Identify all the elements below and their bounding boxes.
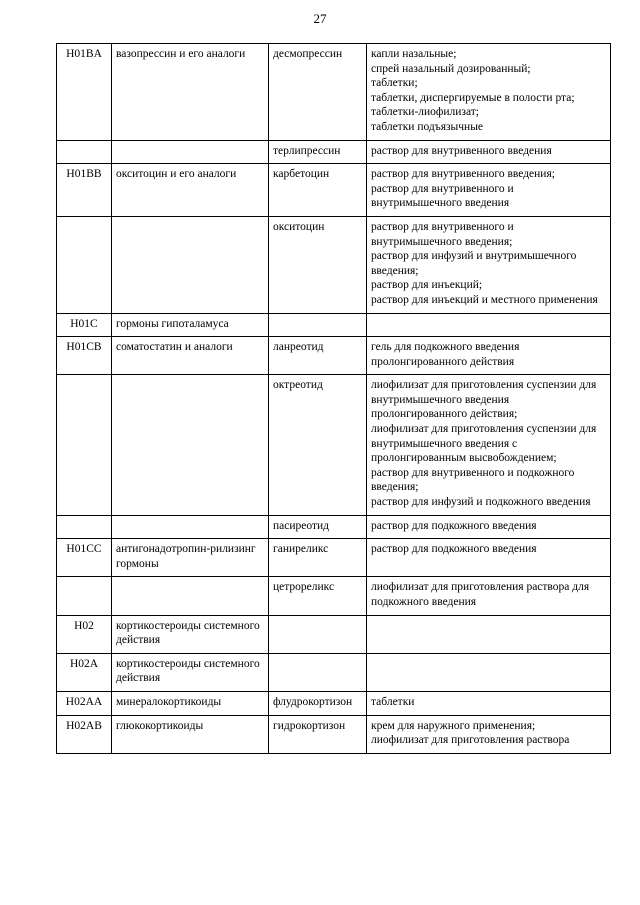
drug-name: флудрокортизон	[269, 691, 367, 715]
atc-code: H02A	[57, 653, 112, 691]
table-row	[57, 715, 611, 753]
atc-code: H01BB	[57, 164, 112, 217]
table-row	[57, 539, 611, 577]
dosage-forms: таблетки	[367, 691, 611, 715]
pharmacological-group: кортикостероиды системного действия	[112, 615, 269, 653]
atc-code	[57, 375, 112, 515]
drug-table	[56, 43, 611, 754]
pharmacological-group: минералокортикоиды	[112, 691, 269, 715]
dosage-forms: крем для наружного применения; лиофилизат для приготовления раствора	[367, 715, 611, 753]
drug-name	[269, 615, 367, 653]
drug-name: терлипрессин	[269, 140, 367, 164]
dosage-forms: раствор для внутривенного и внутримышечного введения; раствор для инфузий и внутримышечного введения; раствор для инъекций; раствор для инъекций и местного применения	[367, 216, 611, 313]
drug-name: карбетоцин	[269, 164, 367, 217]
drug-name: ганиреликс	[269, 539, 367, 577]
dosage-forms: раствор для внутривенного введения; раствор для внутривенного и внутримышечного введения	[367, 164, 611, 217]
table-row	[57, 313, 611, 337]
dosage-forms: раствор для внутривенного введения	[367, 140, 611, 164]
table-row	[57, 515, 611, 539]
drug-name	[269, 313, 367, 337]
atc-code: H01C	[57, 313, 112, 337]
dosage-forms: раствор для подкожного введения	[367, 515, 611, 539]
table-row	[57, 653, 611, 691]
pharmacological-group	[112, 515, 269, 539]
drug-name: окситоцин	[269, 216, 367, 313]
drug-name: октреотид	[269, 375, 367, 515]
drug-name: гидрокортизон	[269, 715, 367, 753]
table-row	[57, 615, 611, 653]
dosage-forms	[367, 313, 611, 337]
dosage-forms	[367, 653, 611, 691]
drug-name: десмопрессин	[269, 44, 367, 141]
atc-code: H01CB	[57, 337, 112, 375]
atc-code	[57, 216, 112, 313]
atc-code	[57, 577, 112, 615]
dosage-forms: раствор для подкожного введения	[367, 539, 611, 577]
table-row	[57, 164, 611, 217]
table-row	[57, 337, 611, 375]
table-row	[57, 375, 611, 515]
atc-code: H02	[57, 615, 112, 653]
pharmacological-group: глюкокортикоиды	[112, 715, 269, 753]
drug-name	[269, 653, 367, 691]
drug-name: ланреотид	[269, 337, 367, 375]
pharmacological-group	[112, 375, 269, 515]
atc-code: H02AA	[57, 691, 112, 715]
pharmacological-group: вазопрессин и его аналоги	[112, 44, 269, 141]
table-row	[57, 216, 611, 313]
dosage-forms: лиофилизат для приготовления суспензии для внутримышечного введения пролонгированного действия; лиофилизат для приготовления суспензии для внутримышечного введения с пролонгированным высвобождением; раствор для внутривенного и подкожного введения; раствор для инфузий и подкожного введения	[367, 375, 611, 515]
page-number: 27	[313, 11, 327, 26]
table-row	[57, 140, 611, 164]
pharmacological-group: окситоцин и его аналоги	[112, 164, 269, 217]
table-row	[57, 44, 611, 141]
drug-name: цетрореликс	[269, 577, 367, 615]
table-row	[57, 577, 611, 615]
dosage-forms: лиофилизат для приготовления раствора для подкожного введения	[367, 577, 611, 615]
dosage-forms: гель для подкожного введения пролонгированного действия	[367, 337, 611, 375]
dosage-forms	[367, 615, 611, 653]
dosage-forms: капли назальные; спрей назальный дозированный; таблетки; таблетки, диспергируемые в полости рта; таблетки-лиофилизат; таблетки подъязычные	[367, 44, 611, 141]
atc-code	[57, 140, 112, 164]
drug-name: пасиреотид	[269, 515, 367, 539]
atc-code: H02AB	[57, 715, 112, 753]
pharmacological-group: антигонадотропин-рилизинг гормоны	[112, 539, 269, 577]
atc-code	[57, 515, 112, 539]
table-row	[57, 691, 611, 715]
pharmacological-group: гормоны гипоталамуса	[112, 313, 269, 337]
pharmacological-group	[112, 216, 269, 313]
pharmacological-group: кортикостероиды системного действия	[112, 653, 269, 691]
pharmacological-group: соматостатин и аналоги	[112, 337, 269, 375]
pharmacological-group	[112, 140, 269, 164]
atc-code: H01BA	[57, 44, 112, 141]
atc-code: H01CC	[57, 539, 112, 577]
pharmacological-group	[112, 577, 269, 615]
